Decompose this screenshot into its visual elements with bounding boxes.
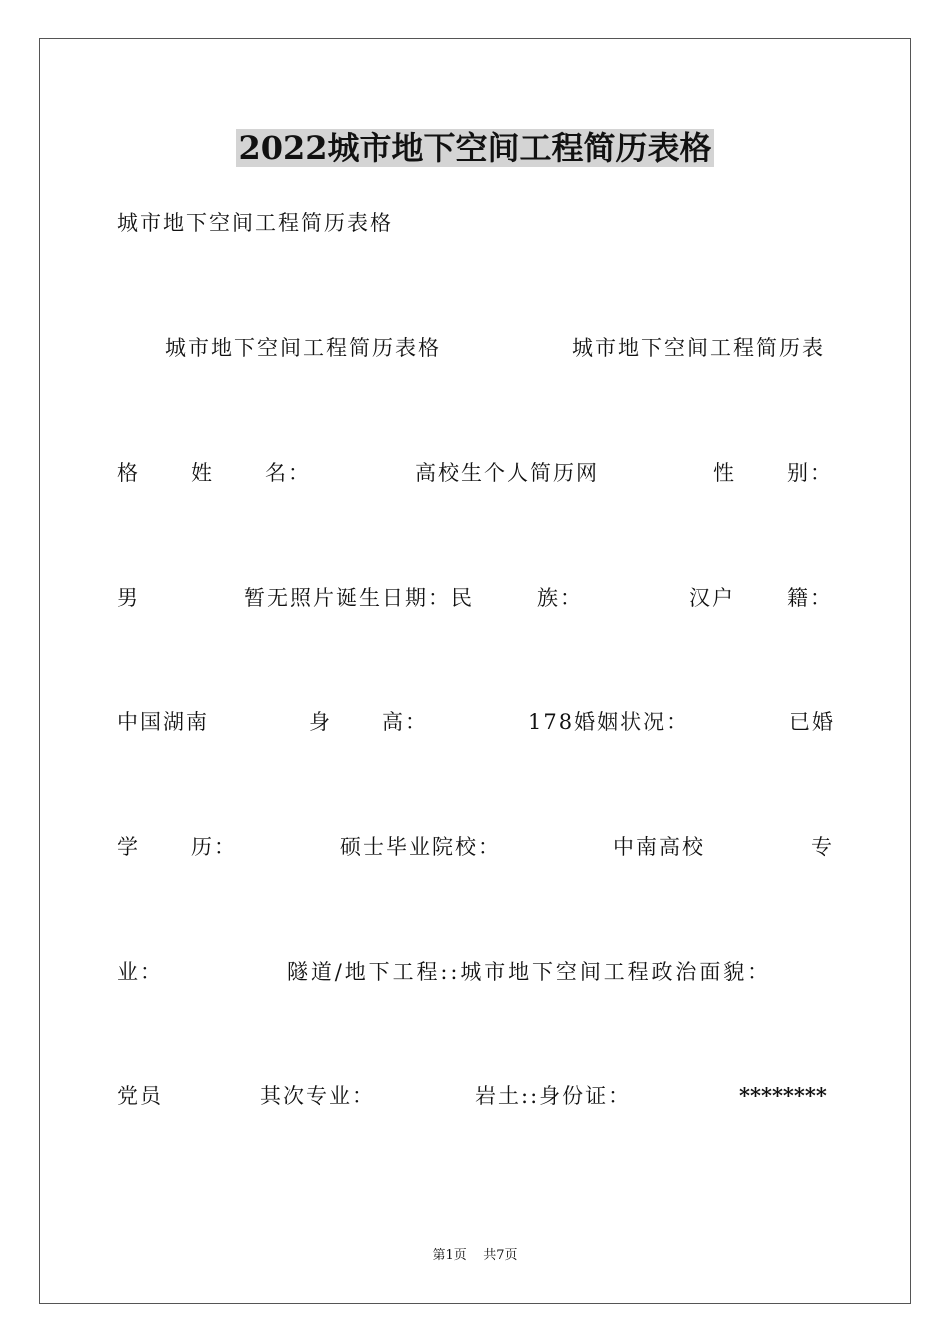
resume-line-1 [117, 332, 835, 364]
value-political: 党员 [117, 1084, 163, 1108]
label-ethnicity: 族： [537, 586, 583, 610]
label-hukou: 籍： [787, 586, 833, 610]
page-number: 第1页 [432, 1248, 467, 1263]
label-major-char2: 业： [117, 960, 163, 984]
second-major-and-id-label: 岩土::身份证： [475, 1084, 632, 1108]
resume-line-7 [117, 1080, 835, 1112]
document-subtitle [117, 207, 835, 239]
label-major-char1: 专 [811, 835, 834, 859]
value-school: 中南高校 [613, 835, 705, 859]
value-hukou: 中国湖南 [117, 710, 209, 734]
value-gender: 男 [117, 586, 140, 610]
resume-text: 城市地下空间工程简历表 [572, 336, 825, 360]
resume-line-3 [117, 582, 835, 614]
value-name: 高校生个人简历网 [415, 461, 599, 485]
resume-line-2 [117, 457, 835, 489]
resume-text: 格 [117, 461, 140, 485]
page-total: 共7页 [483, 1248, 518, 1263]
label-height-char1: 身 [309, 710, 332, 734]
value-id-number: ******** [739, 1083, 827, 1108]
resume-line-6 [117, 956, 835, 988]
resume-text: 城市地下空间工程简历表格 [165, 336, 441, 360]
height-and-marital-label: 178婚姻状况： [528, 710, 690, 734]
label-name-char1: 姓 [191, 461, 214, 485]
document-title-text: 2022城市地下空间工程简历表格 [238, 129, 712, 167]
label-education-char2: 历： [191, 835, 237, 859]
value-marital: 已婚 [789, 710, 835, 734]
label-name-char2: 名： [265, 461, 311, 485]
resume-line-4 [117, 706, 835, 738]
label-education-char1: 学 [117, 835, 140, 859]
major-and-political-label: 隧道/地下工程::城市地下空间工程政治面貌： [287, 960, 772, 984]
resume-line-5 [117, 831, 835, 863]
page-footer [0, 1246, 950, 1266]
subtitle-text: 城市地下空间工程简历表格 [117, 211, 393, 235]
label-gender-char2: 别： [787, 461, 833, 485]
label-second-major: 其次专业： [260, 1084, 375, 1108]
education-and-school-label: 硕士毕业院校： [340, 835, 501, 859]
document-title [0, 128, 950, 168]
label-gender-char1: 性 [713, 461, 736, 485]
photo-and-birthdate: 暂无照片诞生日期：民 [244, 586, 474, 610]
label-height-char2: 高： [382, 710, 428, 734]
value-ethnicity-hukou: 汉户 [689, 586, 735, 610]
